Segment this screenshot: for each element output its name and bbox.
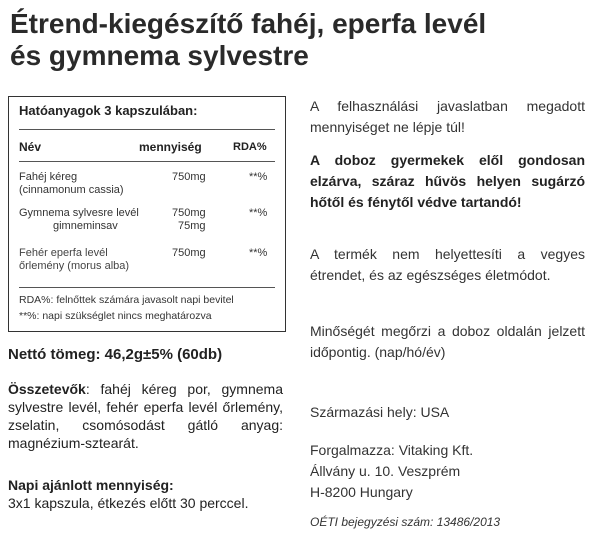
ingredient-name: Fahéj kéreg bbox=[19, 171, 78, 183]
ingredient-amount: 750mg bbox=[172, 247, 206, 259]
ingredient-amount bbox=[172, 207, 232, 233]
column-header-name: Név bbox=[19, 140, 42, 154]
dosage-text: 3x1 kapszula, étkezés előtt 30 perccel. bbox=[8, 495, 249, 511]
table-row bbox=[19, 171, 169, 197]
dosage-label: Napi ajánlott mennyiség: bbox=[8, 477, 174, 493]
ingredient-rda: **% bbox=[249, 247, 268, 259]
ingredient-subname: őrlemény (morus alba) bbox=[19, 260, 130, 272]
storage-instructions bbox=[310, 150, 585, 213]
table-divider bbox=[19, 161, 275, 162]
table-footnote: **%: napi szükséglet nincs meghatározva bbox=[19, 310, 212, 322]
table-divider bbox=[19, 287, 275, 288]
amount-value-secondary: 75mg bbox=[178, 220, 206, 232]
column-header-amount: mennyiség bbox=[139, 140, 202, 154]
table-divider bbox=[19, 129, 275, 130]
distributor-line: Állvány u. 10. Veszprém bbox=[310, 463, 461, 479]
distributor-line: Forgalmazza: Vitaking Kft. bbox=[310, 442, 474, 458]
quality-note bbox=[310, 321, 585, 363]
ingredient-amount: 750mg bbox=[172, 171, 206, 183]
diet-disclaimer bbox=[310, 244, 585, 286]
origin-text: Származási hely: USA bbox=[310, 404, 450, 420]
right-column bbox=[310, 96, 585, 138]
composition-text: : fahéj kéreg por, gymnema sylvestre levél, fehér eperfa levél őrlemény, zselatin, csomósodást gátló anyag: magnézium-sztearát. bbox=[8, 381, 283, 451]
ingredient-rda: **% bbox=[249, 207, 268, 219]
diet-text: A termék nem helyettesíti a vegyes étrendet, és az egészséges életmódot. bbox=[310, 246, 585, 283]
table-row bbox=[19, 247, 169, 273]
ingredient-name: Gymnema sylvesre levél bbox=[19, 207, 139, 219]
title-line-1: Étrend-kiegészítő fahéj, eperfa levél bbox=[10, 8, 487, 39]
active-ingredients-table bbox=[8, 96, 286, 332]
dosage-paragraph bbox=[8, 476, 283, 512]
storage-text: A doboz gyermekek elől gondosan elzárva, száraz hűvös helyen sugárzó hőtől és fénytől védve tartandó! bbox=[310, 152, 585, 210]
quality-text: Minőségét megőrzi a doboz oldalán jelzett időpontig. (nap/hó/év) bbox=[310, 323, 585, 360]
table-row bbox=[19, 207, 169, 233]
column-header-rda: RDA% bbox=[233, 141, 267, 153]
dosage-warning: A felhasználási javaslatban megadott mennyiséget ne lépje túl! bbox=[310, 98, 585, 135]
product-title bbox=[10, 8, 595, 72]
ingredient-rda: **% bbox=[249, 171, 268, 183]
table-heading: Hatóanyagok 3 kapszulában: bbox=[19, 103, 198, 118]
distributor-line: H-8200 Hungary bbox=[310, 484, 413, 500]
amount-value: 750mg bbox=[172, 207, 206, 219]
composition-label: Összetevők bbox=[8, 381, 86, 397]
ingredient-subname: gimneminsav bbox=[53, 220, 118, 232]
table-footnote: RDA%: felnőttek számára javasolt napi bevitel bbox=[19, 294, 234, 306]
ingredient-name: Fehér eperfa levél bbox=[19, 247, 108, 259]
distributor-block bbox=[310, 440, 585, 503]
ingredient-subname: (cinnamonum cassia) bbox=[19, 184, 124, 196]
title-line-2: és gymnema sylvestre bbox=[10, 40, 309, 71]
registration-number: OÉTI bejegyzési szám: 13486/2013 bbox=[310, 515, 501, 529]
origin bbox=[310, 402, 585, 423]
net-weight: Nettó tömeg: 46,2g±5% (60db) bbox=[8, 346, 223, 363]
composition-paragraph bbox=[8, 380, 283, 452]
